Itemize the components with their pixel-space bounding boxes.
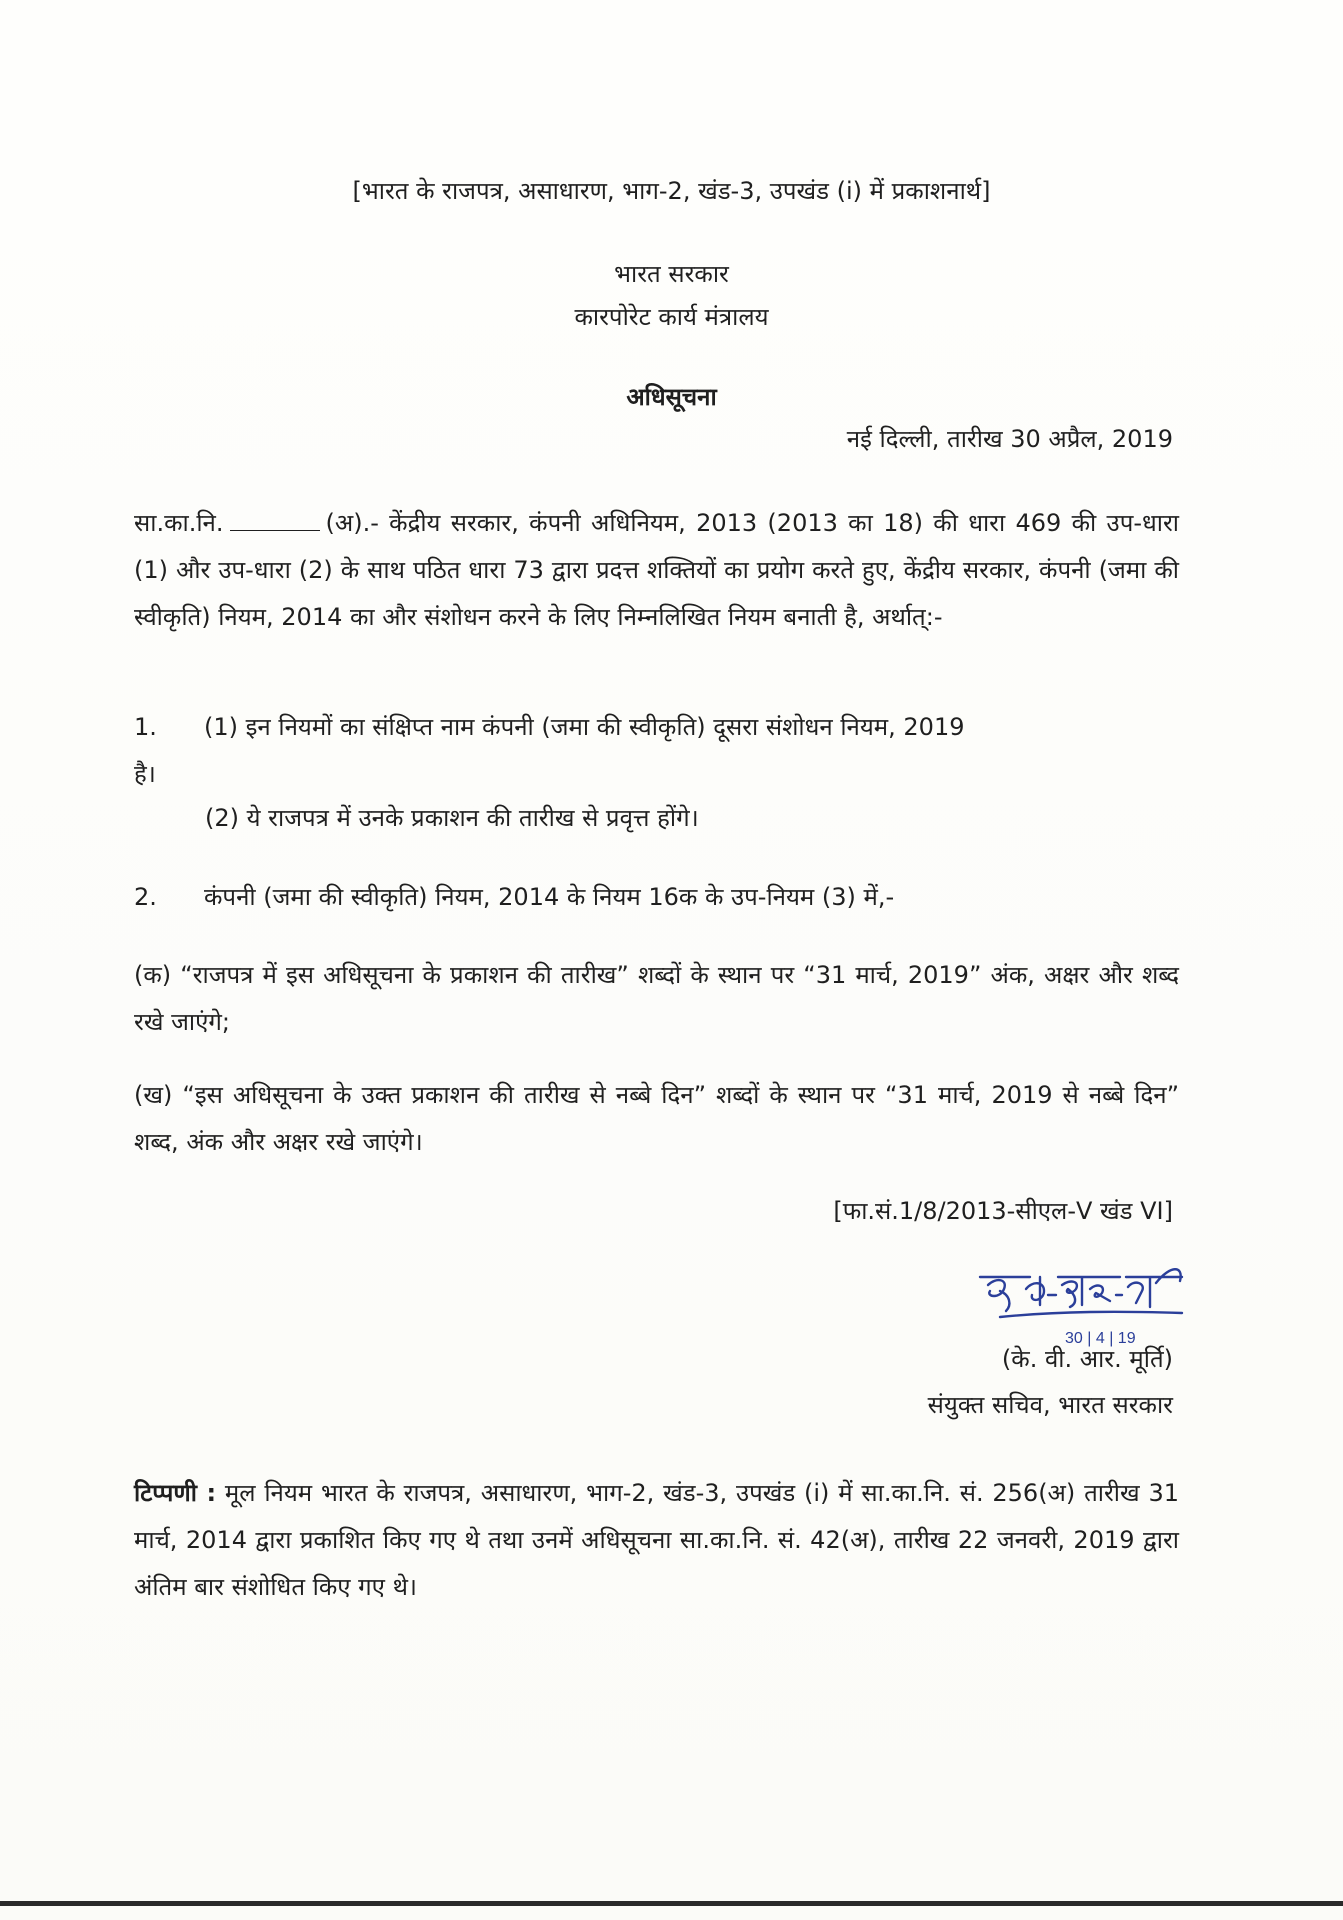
- note-paragraph: [134, 1470, 1179, 1611]
- intro-rest: 469 की उप-धारा (1) और उप-धारा (2) के साथ पठित धारा 73 द्वारा प्रदत्त शक्तियों का प्रयोग करते हुए, केंद्रीय सरकार, कंपनी (जमा की स्वीकृति) नियम, 2014 का और संशोधन करने के लिए निम्नलिखित नियम बनाती है, अर्थात्:-: [134, 509, 1179, 631]
- gsr-prefix: सा.का.नि.: [134, 509, 224, 537]
- rule-2-text: कंपनी (जमा की स्वीकृति) नियम, 2014 के नियम 16क के उप-नियम (3) में,-: [204, 883, 895, 911]
- rule-1: [134, 704, 1179, 798]
- clause-ka: (क) “राजपत्र में इस अधिसूचना के प्रकाशन की तारीख” शब्दों के स्थान पर “31 मार्च, 2019” अंक, अक्षर और शब्द रखे जाएंगे;: [134, 961, 1179, 1036]
- clause-kha: (ख) “इस अधिसूचना के उक्त प्रकाशन की तारीख से नब्बे दिन” शब्दों के स्थान पर “31 मार्च, 2019 से नब्बे दिन” शब्द, अंक और अक्षर रखे जाएंगे।: [134, 1081, 1179, 1156]
- note-label: टिप्पणी :: [134, 1479, 217, 1507]
- rule-1-sub-1-end: है।: [134, 760, 156, 788]
- signature-date-mark: 30 | 4 | 19: [1065, 1330, 1136, 1347]
- rule-1-number: 1.: [134, 713, 157, 741]
- ministry-name: कारपोरेट कार्य मंत्रालय: [574, 303, 769, 331]
- gsr-number-blank: [230, 510, 320, 531]
- intro-first-line: (अ).- केंद्रीय सरकार, कंपनी अधिनियम, 2013 (2013 का 18) की धारा: [325, 509, 1006, 537]
- place-date: नई दिल्ली, तारीख 30 अप्रैल, 2019: [846, 425, 1173, 453]
- notification-title: अधिसूचना: [626, 383, 717, 411]
- gazette-note: [भारत के राजपत्र, असाधारण, भाग-2, खंड-3, उपखंड (i) में प्रकाशनार्थ]: [352, 177, 991, 205]
- rule-2-number: 2.: [134, 883, 157, 911]
- signatory-designation: संयुक्त सचिव, भारत सरकार: [927, 1391, 1173, 1419]
- signatory-name: (के. वी. आर. मूर्ति): [1001, 1345, 1173, 1373]
- rule-1-sub-2: (2) ये राजपत्र में उनके प्रकाशन की तारीख से प्रवृत्त होंगे।: [205, 804, 699, 832]
- rule-1-sub-1: (1) इन नियमों का संक्षिप्त नाम कंपनी (जमा की स्वीकृति) दूसरा संशोधन नियम, 2019: [204, 713, 965, 741]
- government-name: भारत सरकार: [614, 260, 729, 288]
- note-text: मूल नियम भारत के राजपत्र, असाधारण, भाग-2, खंड-3, उपखंड (i) में सा.का.नि. सं. 256(अ) तारीख 31 मार्च, 2014 द्वारा प्रकाशित किए गए थे तथा उनमें अधिसूचना सा.का.नि. सं. 42(अ), तारीख 22 जनवरी, 2019 द्वारा अंतिम बार संशोधित किए गए थे।: [134, 1479, 1179, 1601]
- intro-paragraph: [134, 500, 1179, 641]
- signature-image: [970, 1255, 1200, 1350]
- file-number: [फा.सं.1/8/2013-सीएल-V खंड VI]: [833, 1197, 1173, 1225]
- page-bottom-edge: [0, 1901, 1343, 1906]
- rule-2: [134, 874, 1179, 921]
